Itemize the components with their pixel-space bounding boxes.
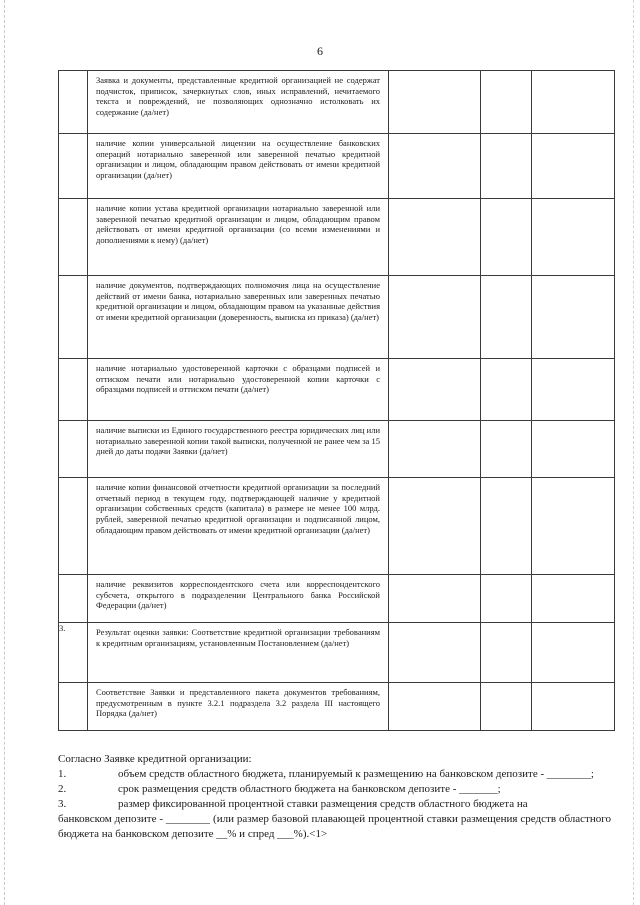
table-row xyxy=(59,575,615,623)
value-cell xyxy=(389,575,481,623)
criterion-text: Заявка и документы, представленные кредитной организацией не содержат подчисток, приписок, зачеркнутых слов, иных исправлений, нечитаемого текста и повреждений, не позволяющих однозначно истолковать их содержание (да/нет) xyxy=(96,75,380,117)
value-cell xyxy=(389,623,481,683)
table-row xyxy=(59,134,615,199)
row-number-cell xyxy=(59,478,88,575)
value-cell xyxy=(532,623,615,683)
list-item-number: 1. xyxy=(58,768,67,780)
list-item xyxy=(58,767,611,782)
value-cell xyxy=(389,683,481,731)
value-cell xyxy=(532,71,615,134)
list-item-text: объем средств областного бюджета, планируемый к размещению на банковском депозите - ________; xyxy=(118,768,594,780)
list-item xyxy=(58,797,611,812)
table-row xyxy=(59,421,615,478)
criterion-text: наличие выписки из Единого государственного реестра юридических лиц или нотариально заверенной копии такой выписки, полученной не ранее чем за 15 дней до даты подачи Заявки (да/нет) xyxy=(96,425,380,457)
checklist-table xyxy=(58,70,615,731)
value-cell xyxy=(532,478,615,575)
value-cell xyxy=(389,421,481,478)
footer-continuation: банковском депозите - ________ (или размер базовой плавающей процентной ставки размещения средств областного бюджета на банковском депозите __% и спред ___%).<1> xyxy=(58,813,611,840)
criterion-cell xyxy=(88,575,389,623)
criterion-cell xyxy=(88,71,389,134)
table-row xyxy=(59,478,615,575)
criterion-cell xyxy=(88,683,389,731)
criterion-cell xyxy=(88,359,389,421)
value-cell xyxy=(481,134,532,199)
value-cell xyxy=(481,623,532,683)
criterion-cell xyxy=(88,478,389,575)
list-item-number: 3. xyxy=(58,798,67,810)
criterion-text: наличие нотариально удостоверенной карточки с образцами подписей и оттиском печати или нотариально удостоверенной копии карточки с образцами подписей и оттиском печати (да/нет) xyxy=(96,363,380,395)
value-cell xyxy=(389,478,481,575)
table-row xyxy=(59,359,615,421)
list-item-text: размер фиксированной процентной ставки размещения средств областного бюджета на xyxy=(118,798,528,810)
list-item-text: срок размещения средств областного бюджета на банковском депозите - _______; xyxy=(118,783,501,795)
list-item-number: 2. xyxy=(58,783,67,795)
criterion-cell xyxy=(88,199,389,276)
table-row xyxy=(59,276,615,359)
row-number-cell xyxy=(59,199,88,276)
row-number-cell: 3. xyxy=(59,623,88,683)
row-number-cell xyxy=(59,276,88,359)
criterion-text: Результат оценки заявки: Соответствие кредитной организации требованиям к кредитным организациям, установленным Постановлением (да/нет) xyxy=(96,627,380,648)
criterion-text: Соответствие Заявки и представленного пакета документов требованиям, предусмотренным в пункте 3.2.1 подраздела 3.2 раздела III настоящего Порядка (да/нет) xyxy=(96,687,380,719)
row-number-cell xyxy=(59,575,88,623)
value-cell xyxy=(532,683,615,731)
table-row xyxy=(59,199,615,276)
value-cell xyxy=(532,199,615,276)
row-number-cell xyxy=(59,359,88,421)
row-number-cell xyxy=(59,71,88,134)
criterion-cell xyxy=(88,276,389,359)
scan-edge-left xyxy=(4,0,5,905)
value-cell xyxy=(481,276,532,359)
value-cell xyxy=(389,134,481,199)
footer-text xyxy=(58,752,611,842)
value-cell xyxy=(481,575,532,623)
value-cell xyxy=(481,359,532,421)
value-cell xyxy=(532,359,615,421)
criterion-text: наличие копии универсальной лицензии на осуществление банковских операций нотариально заверенной или заверенной печатью кредитной организации и лицом, обладающим правом действовать от имени кредитной организации (да/нет) xyxy=(96,138,380,180)
value-cell xyxy=(481,421,532,478)
value-cell xyxy=(389,276,481,359)
criterion-cell xyxy=(88,134,389,199)
value-cell xyxy=(532,575,615,623)
value-cell xyxy=(532,276,615,359)
criterion-text: наличие копии устава кредитной организации нотариально заверенной или заверенной печатью кредитной организации и лицом, обладающим правом действовать от имени кредитной организации (со всеми изменениями и дополнениями к нему) (да/нет) xyxy=(96,203,380,245)
page-number: 6 xyxy=(317,44,323,58)
criterion-text: наличие копии финансовой отчетности кредитной организации за последний отчетный период в текущем году, подтверждающей наличие у кредитной организации собственных средств (капитала) в размере не менее 100 млрд. рублей, заверенной печатью кредитной организации и подписанной лицом, обладающим правом действовать от имени кредитной организации (да/нет) xyxy=(96,482,380,535)
value-cell xyxy=(532,134,615,199)
table-body xyxy=(59,71,615,731)
value-cell xyxy=(481,71,532,134)
table-row xyxy=(59,71,615,134)
value-cell xyxy=(481,199,532,276)
table-row xyxy=(59,623,615,683)
table-row xyxy=(59,683,615,731)
row-number-cell xyxy=(59,421,88,478)
value-cell xyxy=(481,683,532,731)
value-cell xyxy=(389,71,481,134)
value-cell xyxy=(389,359,481,421)
row-number-cell xyxy=(59,134,88,199)
value-cell xyxy=(532,421,615,478)
row-number-cell xyxy=(59,683,88,731)
criterion-text: наличие документов, подтверждающих полномочия лица на осуществление действий от имени банка, нотариально заверенных или заверенных печатью кредитной организации и лицом, обладающим правом на указанные действия от имени кредитной организации (доверенность, выписка из приказа) (да/нет) xyxy=(96,280,380,322)
footer-intro: Согласно Заявке кредитной организации: xyxy=(58,753,252,765)
value-cell xyxy=(389,199,481,276)
list-item xyxy=(58,782,611,797)
criterion-cell xyxy=(88,421,389,478)
criterion-text: наличие реквизитов корреспондентского счета или корреспондентского субсчета, открытого в подразделении Центрального банка Российской Федерации (да/нет) xyxy=(96,579,380,611)
scan-edge-right xyxy=(633,0,634,905)
value-cell xyxy=(481,478,532,575)
criterion-cell xyxy=(88,623,389,683)
